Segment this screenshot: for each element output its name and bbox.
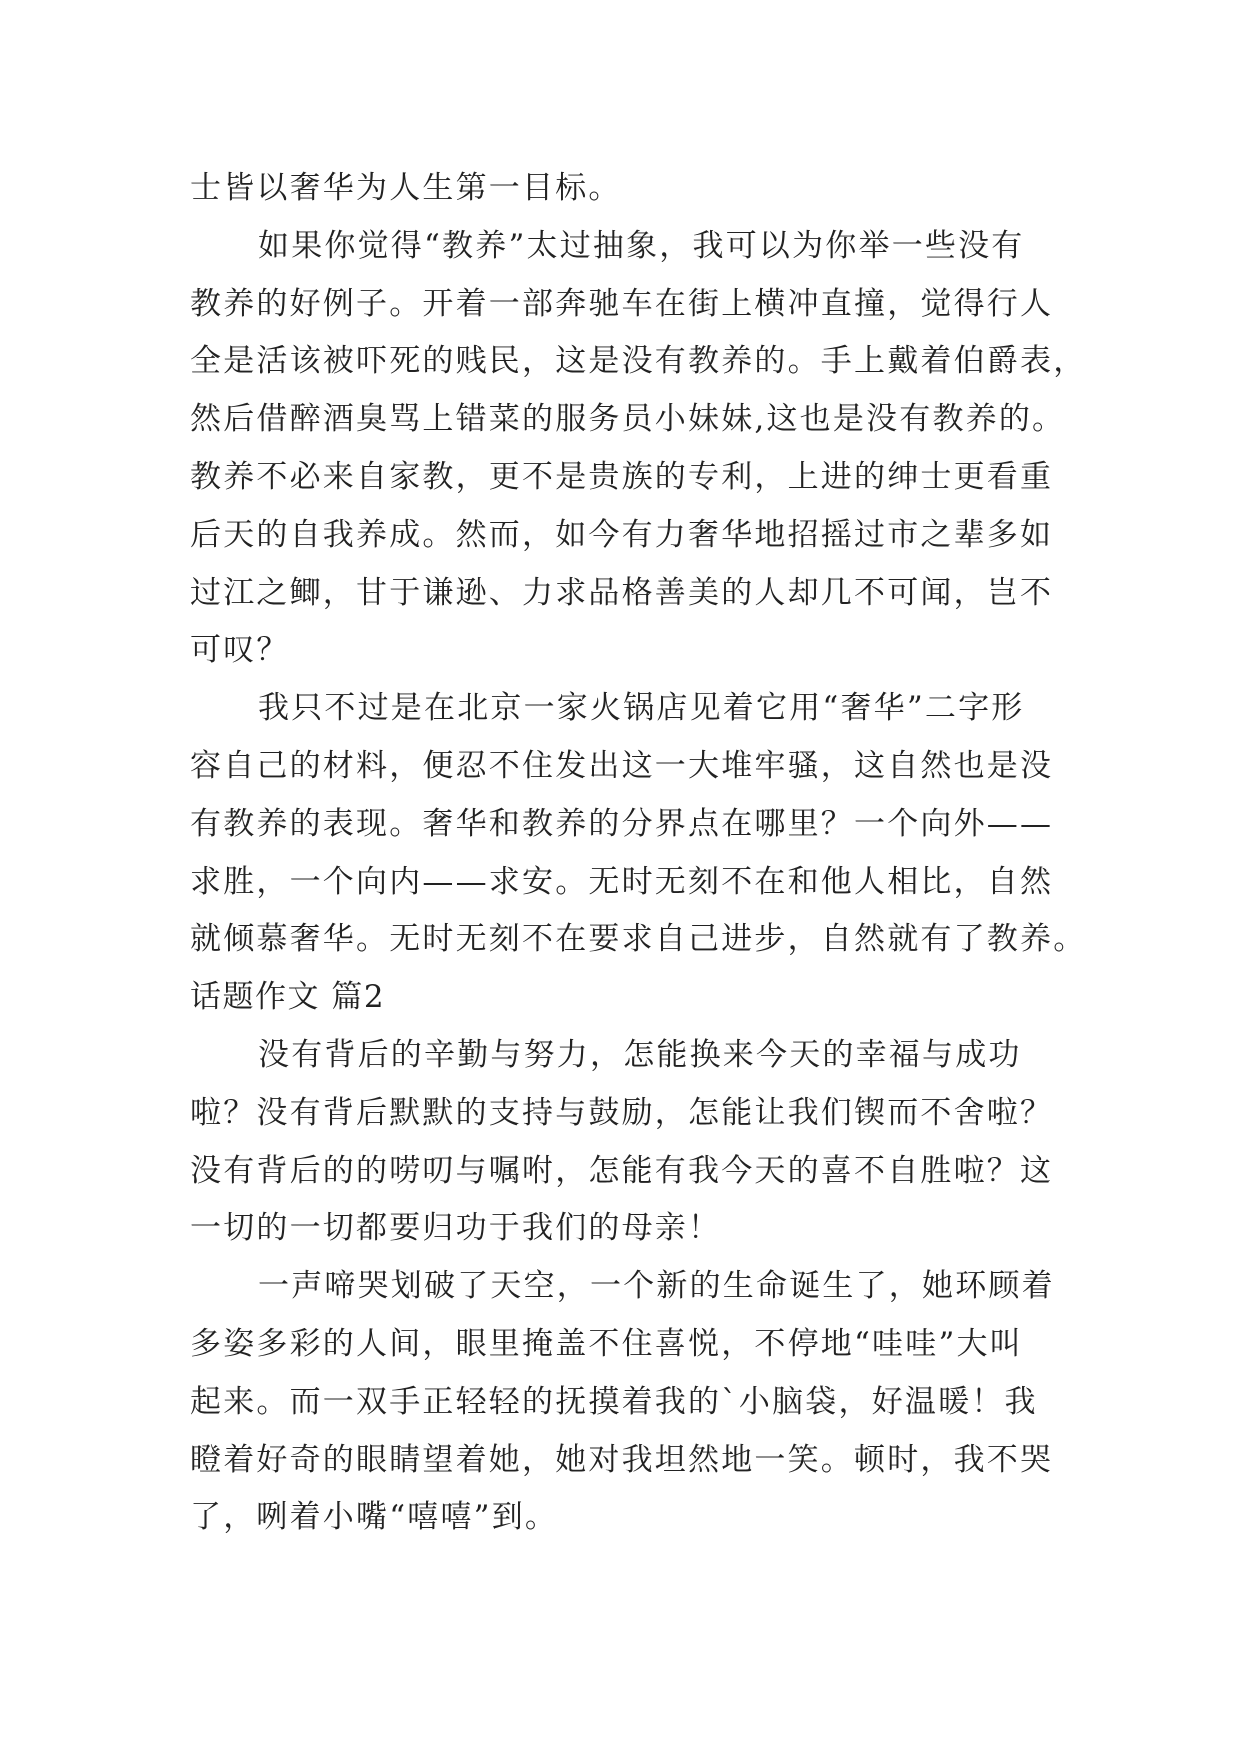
text-line: 教养的好例子。开着一部奔驰车在街上横冲直撞，觉得行人 bbox=[190, 285, 1054, 322]
text-line: 全是活该被吓死的贱民，这是没有教养的。手上戴着伯爵表， bbox=[190, 343, 1087, 380]
text-line: 没有背后的的唠叨与嘱咐，怎能有我今天的喜不自胜啦？这 bbox=[190, 1152, 1054, 1189]
text-line: 了，咧着小嘴“嘻嘻”到。 bbox=[190, 1499, 559, 1536]
text-line: 一切的一切都要归功于我们的母亲！ bbox=[190, 1210, 722, 1247]
paragraph-start-line: 一声啼哭划破了天空，一个新的生命诞生了，她环顾着 bbox=[258, 1268, 1055, 1305]
text-line: 教养不必来自家教，更不是贵族的专利，上进的绅士更看重 bbox=[190, 458, 1054, 495]
text-line: 起来。而一双手正轻轻的抚摸着我的`小脑袋，好温暖！我 bbox=[190, 1383, 1038, 1420]
text-line: 然后借醉酒臭骂上错菜的服务员小妹妹,这也是没有教养的。 bbox=[190, 401, 1066, 438]
text-line: 就倾慕奢华。无时无刻不在要求自己进步，自然就有了教养。 bbox=[190, 921, 1087, 958]
paragraph-start-line: 我只不过是在北京一家火锅店见着它用“奢华”二字形 bbox=[258, 690, 1025, 727]
section-heading: 话题作文 篇2 bbox=[190, 979, 386, 1016]
text-line: 瞪着好奇的眼睛望着她，她对我坦然地一笑。顿时，我不哭 bbox=[190, 1441, 1054, 1478]
text-line: 求胜，一个向内——求安。无时无刻不在和他人相比，自然 bbox=[190, 863, 1054, 900]
text-line: 可叹？ bbox=[190, 632, 290, 669]
paragraph-start-line: 如果你觉得“教养”太过抽象，我可以为你举一些没有 bbox=[258, 227, 1025, 264]
text-line: 啦？没有背后默默的支持与鼓励，怎能让我们锲而不舍啦？ bbox=[190, 1094, 1054, 1131]
paragraph-start-line: 没有背后的辛勤与努力，怎能换来今天的幸福与成功 bbox=[258, 1036, 1022, 1073]
text-line: 容自己的材料，便忍不住发出这一大堆牢骚，这自然也是没 bbox=[190, 747, 1054, 784]
text-line: 多姿多彩的人间，眼里掩盖不住喜悦，不停地“哇哇”大叫 bbox=[190, 1325, 1023, 1362]
document-body bbox=[190, 160, 1087, 1547]
text-line: 过江之鲫，甘于谦逊、力求品格善美的人却几不可闻，岂不 bbox=[190, 574, 1054, 611]
text-line: 后天的自我养成。然而，如今有力奢华地招摇过市之辈多如 bbox=[190, 516, 1054, 553]
text-line: 士皆以奢华为人生第一目标。 bbox=[190, 170, 622, 206]
text-line: 有教养的表现。奢华和教养的分界点在哪里？一个向外—— bbox=[190, 805, 1054, 842]
